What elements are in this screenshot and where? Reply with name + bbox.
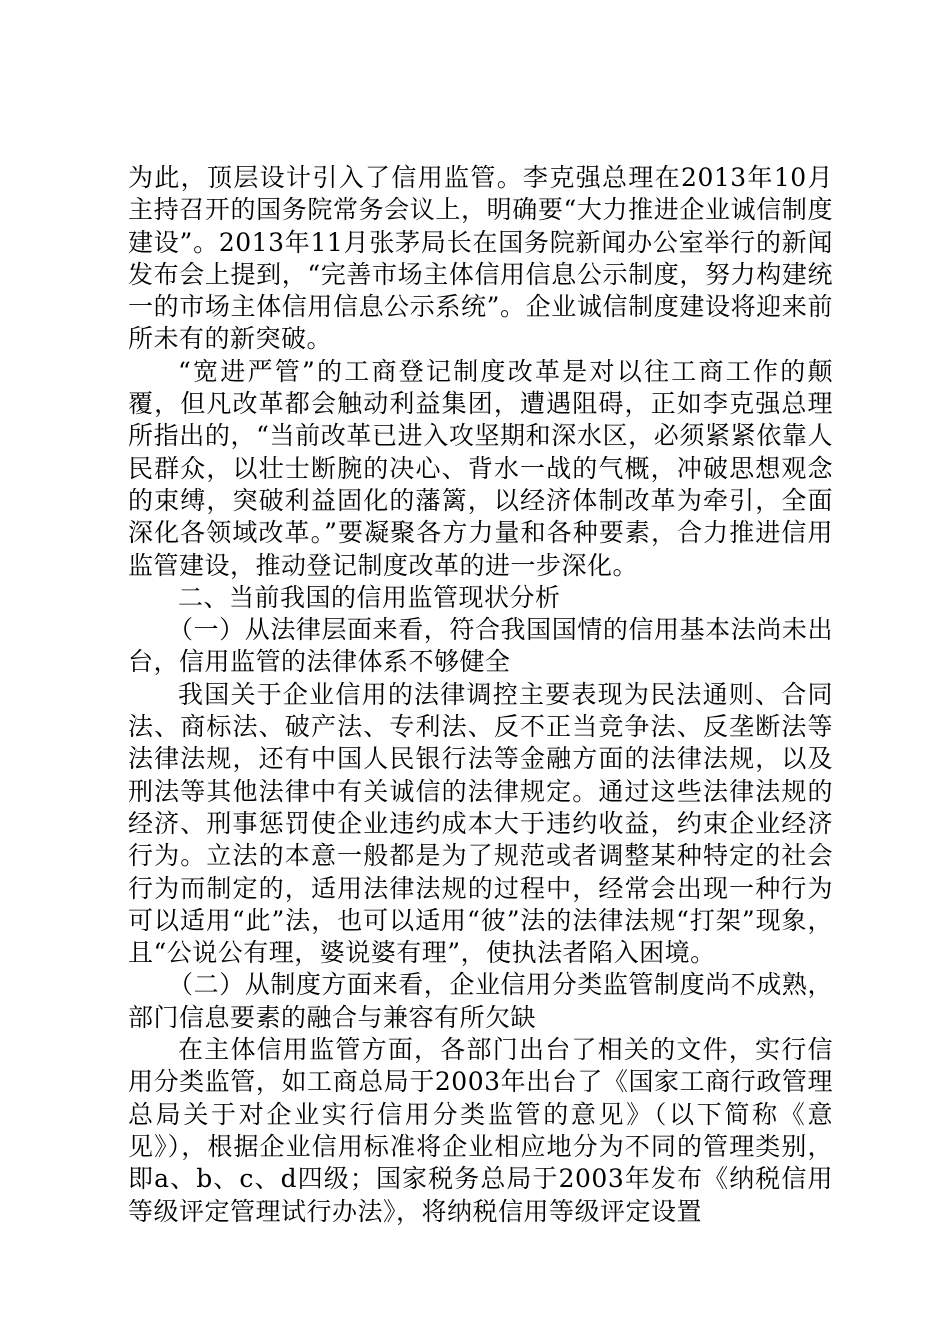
paragraph-registration-reform: “宽进严管”的工商登记制度改革是对以往工商工作的颠覆，但凡改革都会触动利益集团，遭遇阻碍，正如李克强总理所指出的，“当前改革已进入攻坚期和深水区，必须紧紧依靠人民群众，以壮士断腕的决心、背水一战的气概，冲破思想观念的束缚，突破利益固化的藩篱，以经济体制改革为牵引，全面深化各领域改革。”要凝聚各方力量和各种要素，合力推进信用监管建设，推动登记制度改革的进一步深化。 bbox=[128, 356, 833, 580]
document-page bbox=[128, 162, 833, 1228]
section-heading-current-status: 二、当前我国的信用监管现状分析 bbox=[178, 582, 561, 612]
subheading-system-level: （二）从制度方面来看，企业信用分类监管制度尚不成熟，部门信息要素的融合与兼容有所欠缺 bbox=[128, 970, 833, 1032]
subheading-legal-level: （一）从法律层面来看，符合我国国情的信用基本法尚未出台，信用监管的法律体系不够健全 bbox=[128, 615, 833, 677]
paragraph-classified-supervision: 在主体信用监管方面，各部门出台了相关的文件，实行信用分类监管，如工商总局于2003年出台了《国家工商行政管理总局关于对企业实行信用分类监管的意见》（以下简称《意见》），根据企业信用标准将企业相应地分为不同的管理类别，即a、b、c、d四级；国家税务总局于2003年发布《纳税信用等级评定管理试行办法》，将纳税信用等级评定设置 bbox=[128, 1035, 833, 1226]
paragraph-legal-regulation: 我国关于企业信用的法律调控主要表现为民法通则、合同法、商标法、破产法、专利法、反不正当竞争法、反垄断法等法律法规，还有中国人民银行法等金融方面的法律法规，以及刑法等其他法律中有关诚信的法律规定。通过这些法律法规的经济、刑事惩罚使企业违约成本大于违约收益，约束企业经济行为。立法的本意一般都是为了规范或者调整某种特定的社会行为而制定的，适用法律法规的过程中，经常会出现一种行为可以适用“此”法，也可以适用“彼”法的法律法规“打架”现象，且“公说公有理，婆说婆有理”，使执法者陷入困境。 bbox=[128, 679, 833, 968]
paragraph-credit-supervision-intro: 为此，顶层设计引入了信用监管。李克强总理在2013年10月主持召开的国务院常务会议上，明确要“大力推进企业诚信制度建设”。2013年11月张茅局长在国务院新闻办公室举行的新闻发布会上提到，“完善市场主体信用信息公示制度，努力构建统一的市场主体信用信息公示系统”。企业诚信制度建设将迎来前所未有的新突破。 bbox=[128, 163, 833, 354]
